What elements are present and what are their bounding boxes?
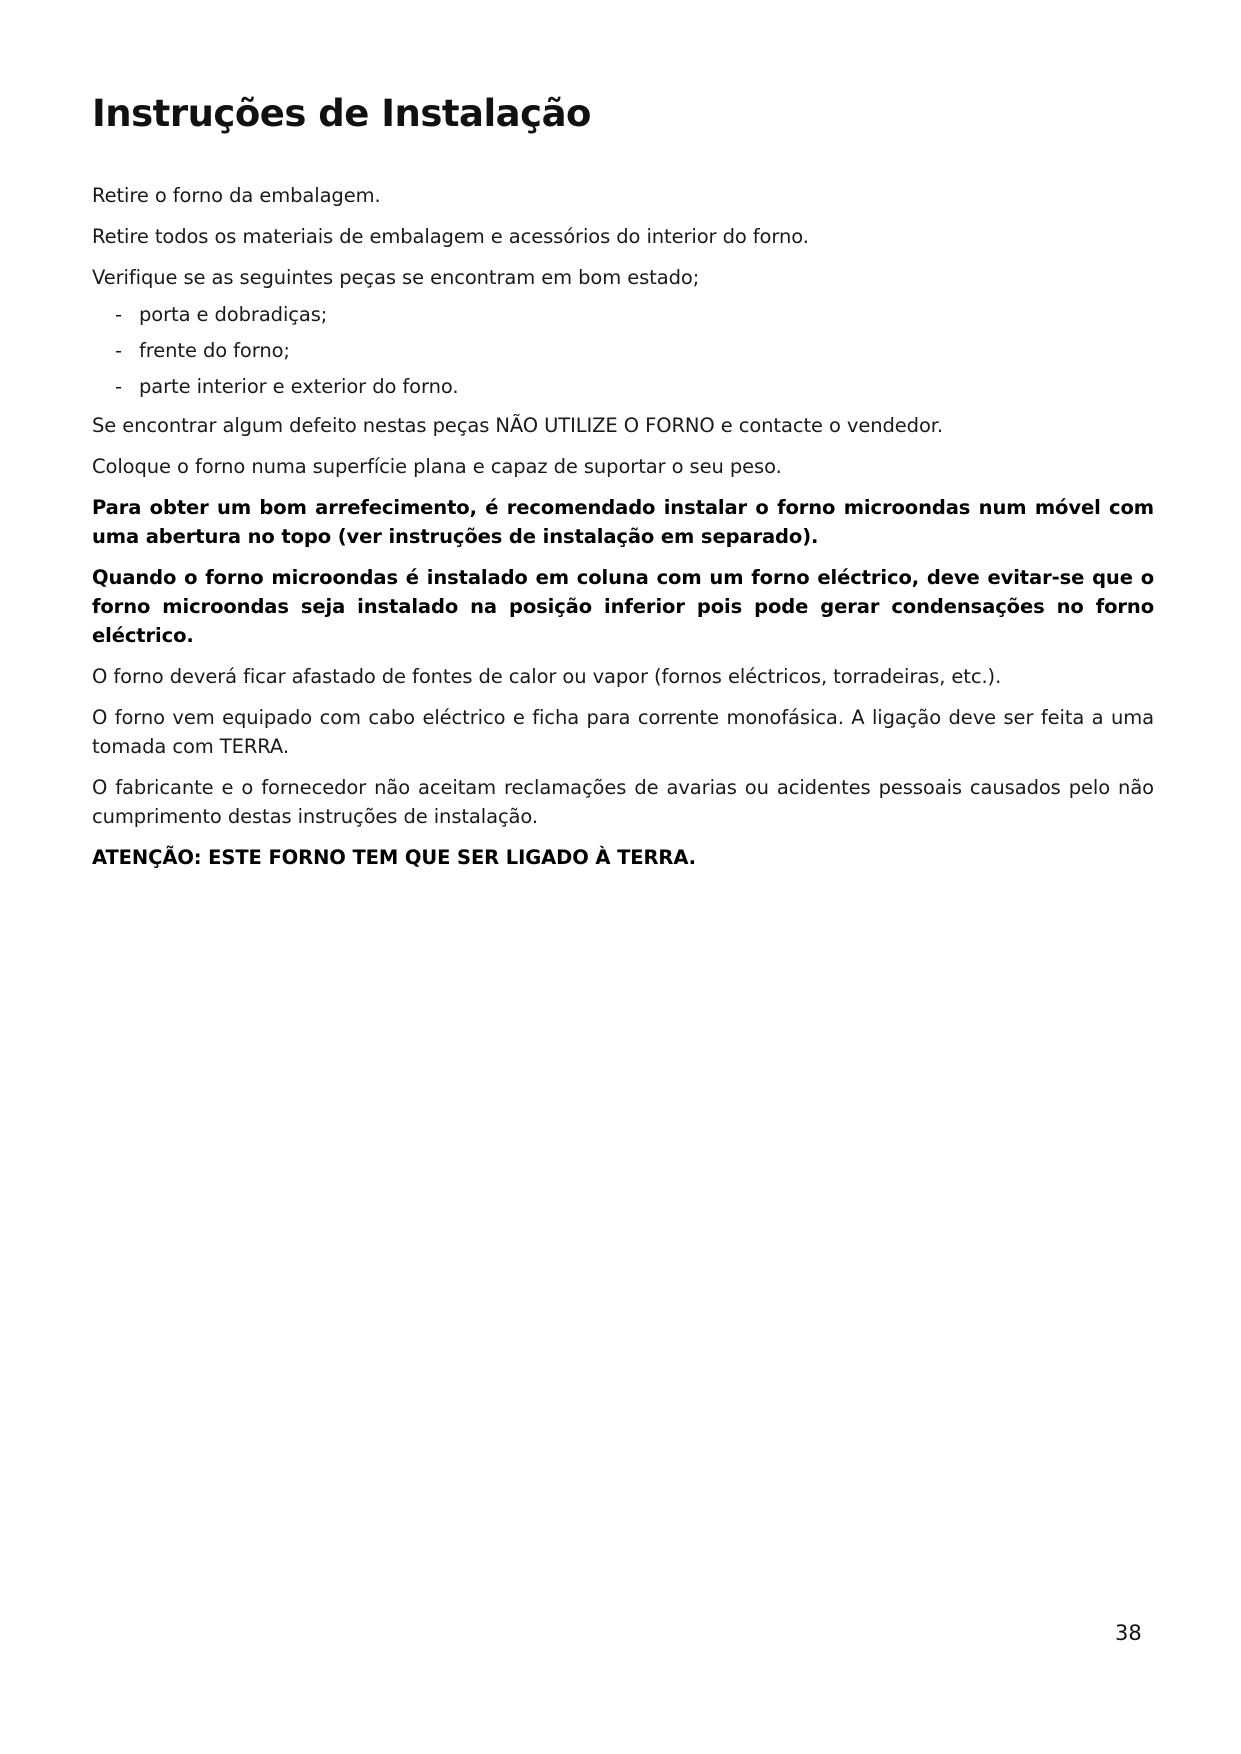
- checklist-item-text: frente do forno;: [139, 339, 290, 362]
- checklist-item: [92, 336, 1154, 365]
- checklist-item-text: parte interior e exterior do forno.: [139, 375, 459, 398]
- list-dash: -: [115, 303, 122, 326]
- instruction-check-parts: Verifique se as seguintes peças se encontram em bom estado;: [92, 266, 700, 289]
- checklist-item: [92, 300, 1154, 329]
- page-title: Instruções de Instalação: [92, 92, 591, 135]
- instruction-defect-warning: Se encontrar algum defeito nestas peças NÃO UTILIZE O FORNO e contacte o vendedor.: [92, 414, 944, 437]
- instruction-flat-surface: Coloque o forno numa superfície plana e capaz de suportar o seu peso.: [92, 455, 782, 478]
- list-dash: -: [115, 375, 122, 398]
- list-dash: -: [115, 339, 122, 362]
- checklist-item-text: porta e dobradiças;: [139, 303, 328, 326]
- instruction-remove-packaging: Retire todos os materiais de embalagem e acessórios do interior do forno.: [92, 225, 809, 248]
- instruction-heat-sources: O forno deverá ficar afastado de fontes de calor ou vapor (fornos eléctricos, torradeiras, etc.).: [92, 665, 1002, 688]
- checklist-item: [92, 372, 1154, 401]
- instruction-cooling: Para obter um bom arrefecimento, é recomendado instalar o forno microondas num móvel com uma abertura no topo (ver instruções de instalação em separado).: [92, 496, 1154, 548]
- instruction-liability: O fabricante e o fornecedor não aceitam reclamações de avarias ou acidentes pessoais causados pelo não cumprimento destas instruções de instalação.: [92, 776, 1154, 828]
- parts-checklist: [92, 300, 1154, 401]
- page-number: 38: [1115, 1621, 1142, 1645]
- grounding-warning: ATENÇÃO: ESTE FORNO TEM QUE SER LIGADO À TERRA.: [92, 846, 696, 869]
- instruction-column-install: Quando o forno microondas é instalado em coluna com um forno eléctrico, deve evitar-se que o forno microondas seja instalado na posição inferior pois pode gerar condensações no forno eléctrico.: [92, 566, 1154, 647]
- instructions-body: [92, 181, 1154, 884]
- instruction-power-cable: O forno vem equipado com cabo eléctrico e ficha para corrente monofásica. A ligação deve ser feita a uma tomada com TERRA.: [92, 706, 1154, 758]
- instruction-unpack: Retire o forno da embalagem.: [92, 184, 381, 207]
